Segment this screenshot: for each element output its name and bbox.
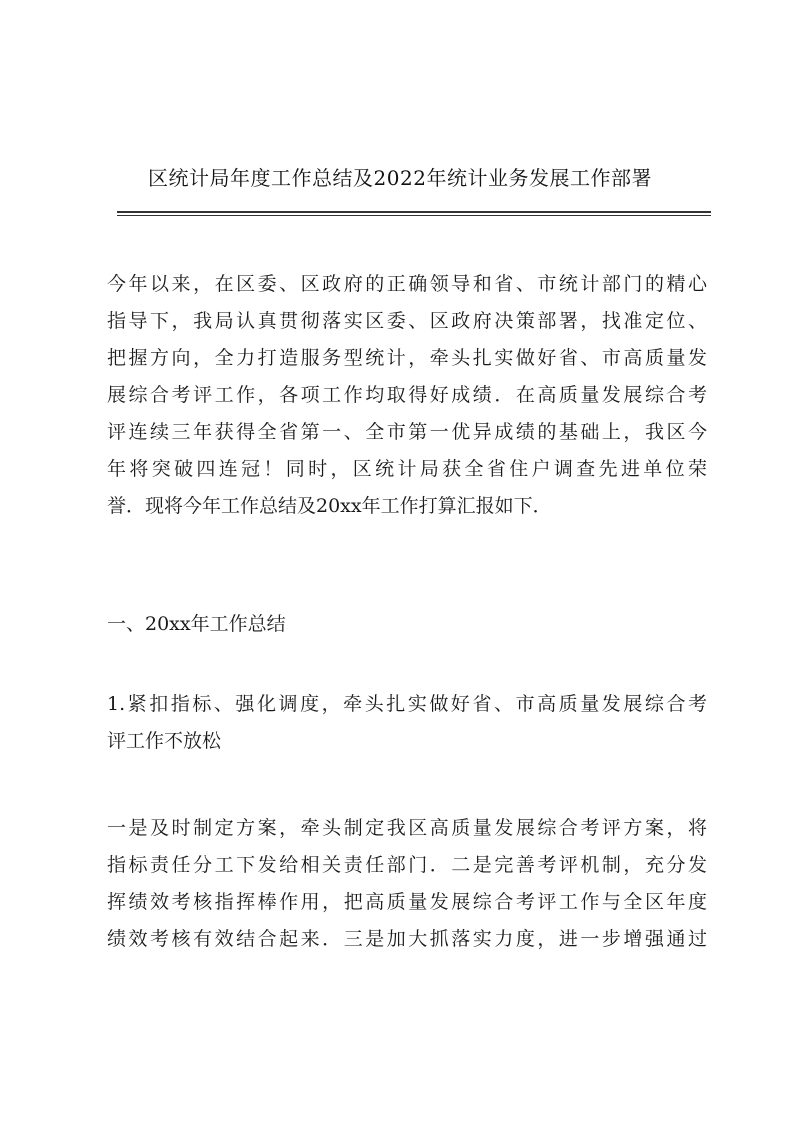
paragraph-line: 指标责任分工下发给相关责任部门．二是完善考评机制，充分发 [107, 854, 707, 876]
paragraph-line: 把握方向，全力打造服务型统计，牵头扎实做好省、市高质量发 [107, 347, 707, 369]
paragraph-line: 一是及时制定方案，牵头制定我区高质量发展综合考评方案，将 [107, 817, 707, 839]
paragraph-line: 指导下，我局认真贯彻落实区委、区政府决策部署，找准定位、 [107, 310, 707, 332]
paragraph-line: 年将突破四连冠！同时，区统计局获全省住户调查先进单位荣 [107, 458, 707, 480]
document-title: 区统计局年度工作总结及2022年统计业务发展工作部署 [148, 166, 652, 190]
paragraph-line: 评连续三年获得全省第一、全市第一优异成绩的基础上，我区今 [107, 421, 707, 443]
paragraph-line: 誉．现将今年工作总结及20xx年工作打算汇报如下． [107, 495, 552, 517]
paragraph-line: 绩效考核有效结合起来．三是加大抓落实力度，进一步增强通过 [107, 928, 707, 950]
intro-paragraph [107, 266, 707, 525]
section-heading-text: 一、20xx年工作总结 [107, 613, 286, 635]
subsection-line: 评工作不放松 [107, 730, 222, 752]
subsection-line: 1.紧扣指标、强化调度，牵头扎实做好省、市高质量发展综合考 [107, 693, 707, 715]
title-underline [117, 211, 711, 213]
subsection-heading [107, 686, 707, 760]
paragraph-line: 挥绩效考核指挥棒作用，把高质量发展综合考评工作与全区年度 [107, 891, 707, 913]
body-paragraph [107, 810, 707, 958]
paragraph-line: 今年以来，在区委、区政府的正确领导和省、市统计部门的精心 [107, 273, 707, 295]
title-underline-thin [117, 215, 711, 216]
paragraph-line: 展综合考评工作，各项工作均取得好成绩．在高质量发展综合考 [107, 384, 707, 406]
section-heading [107, 606, 707, 643]
